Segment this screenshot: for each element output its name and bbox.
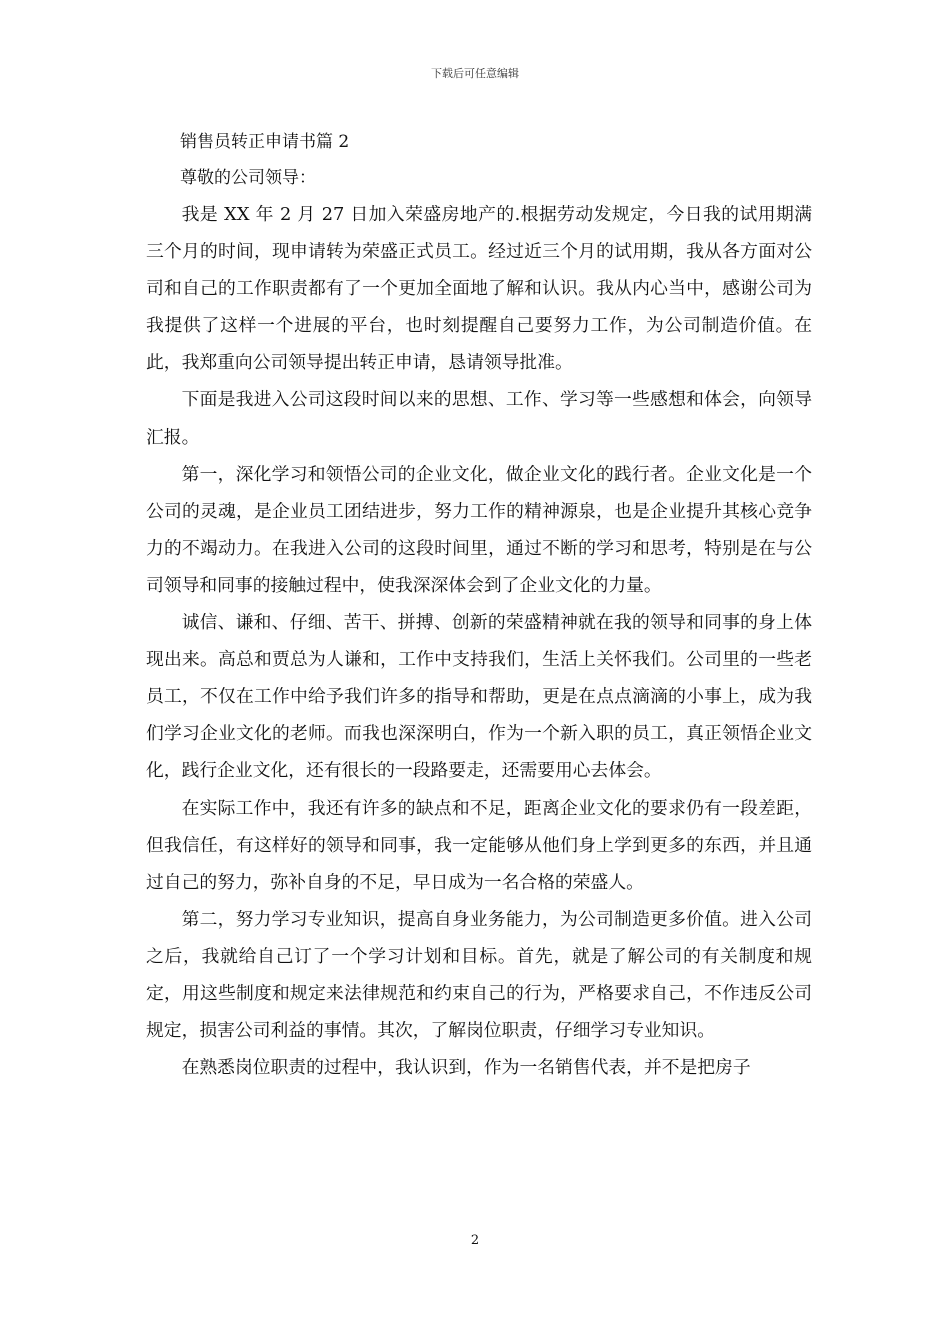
- paragraph-1: 我是 XX 年 2 月 27 日加入荣盛房地产的.根据劳动发规定，今日我的试用期满三个月的时间，现申请转为荣盛正式员工。经过近三个月的试用期，我从各方面对公司和自己的工作职责都有了一个更加全面地了解和认识。我从内心当中，感谢公司为我提供了这样一个进展的平台，也时刻提醒自己要努力工作，为公司制造价值。在此，我郑重向公司领导提出转正申请，恳请领导批准。: [146, 204, 812, 374]
- paragraph-7: 在熟悉岗位职责的过程中，我认识到，作为一名销售代表，并不是把房子: [181, 1057, 751, 1079]
- salutation: 尊敬的公司领导：: [180, 168, 316, 188]
- paragraph-6: 第二，努力学习专业知识，提高自身业务能力，为公司制造更多价值。进入公司之后，我就给自己订了一个学习计划和目标。首先，就是了解公司的有关制度和规定，用这些制度和规定来法律规范和约束自己的行为，严格要求自己，不作违反公司规定，损害公司利益的事情。其次，了解岗位职责，仔细学习专业知识。: [146, 908, 812, 1042]
- paragraph-4: 诚信、谦和、仔细、苦干、拼搏、创新的荣盛精神就在我的领导和同事的身上体现出来。高总和贾总为人谦和，工作中支持我们，生活上关怀我们。公司里的一些老员工，不仅在工作中给予我们许多的指导和帮助，更是在点点滴滴的小事上，成为我们学习企业文化的老师。而我也深深明白，作为一个新入职的员工，真正领悟企业文化，践行企业文化，还有很长的一段路要走，还需要用心去体会。: [146, 612, 812, 782]
- paragraph-2: 下面是我进入公司这段时间以来的思想、工作、学习等一些感想和体会，向领导汇报。: [146, 389, 812, 448]
- paragraph-3: 第一，深化学习和领悟公司的企业文化，做企业文化的践行者。企业文化是一个公司的灵魂，是企业员工团结进步，努力工作的精神源泉，也是企业提升其核心竞争力的不竭动力。在我进入公司的这段时间里，通过不断的学习和思考，特别是在与公司领导和同事的接触过程中，使我深深体会到了企业文化的力量。: [146, 463, 812, 596]
- paragraph-5: 在实际工作中，我还有许多的缺点和不足，距离企业文化的要求仍有一段差距，但我信任，有这样好的领导和同事，我一定能够从他们身上学到更多的东西，并且通过自己的努力，弥补自身的不足，早日成为一名合格的荣盛人。: [146, 797, 812, 893]
- page-number: 2: [470, 1233, 480, 1248]
- document-title: 销售员转正申请书篇 2: [180, 132, 350, 152]
- page-header-note: 下载后可任意编辑: [431, 67, 519, 80]
- document-body: [146, 124, 812, 1086]
